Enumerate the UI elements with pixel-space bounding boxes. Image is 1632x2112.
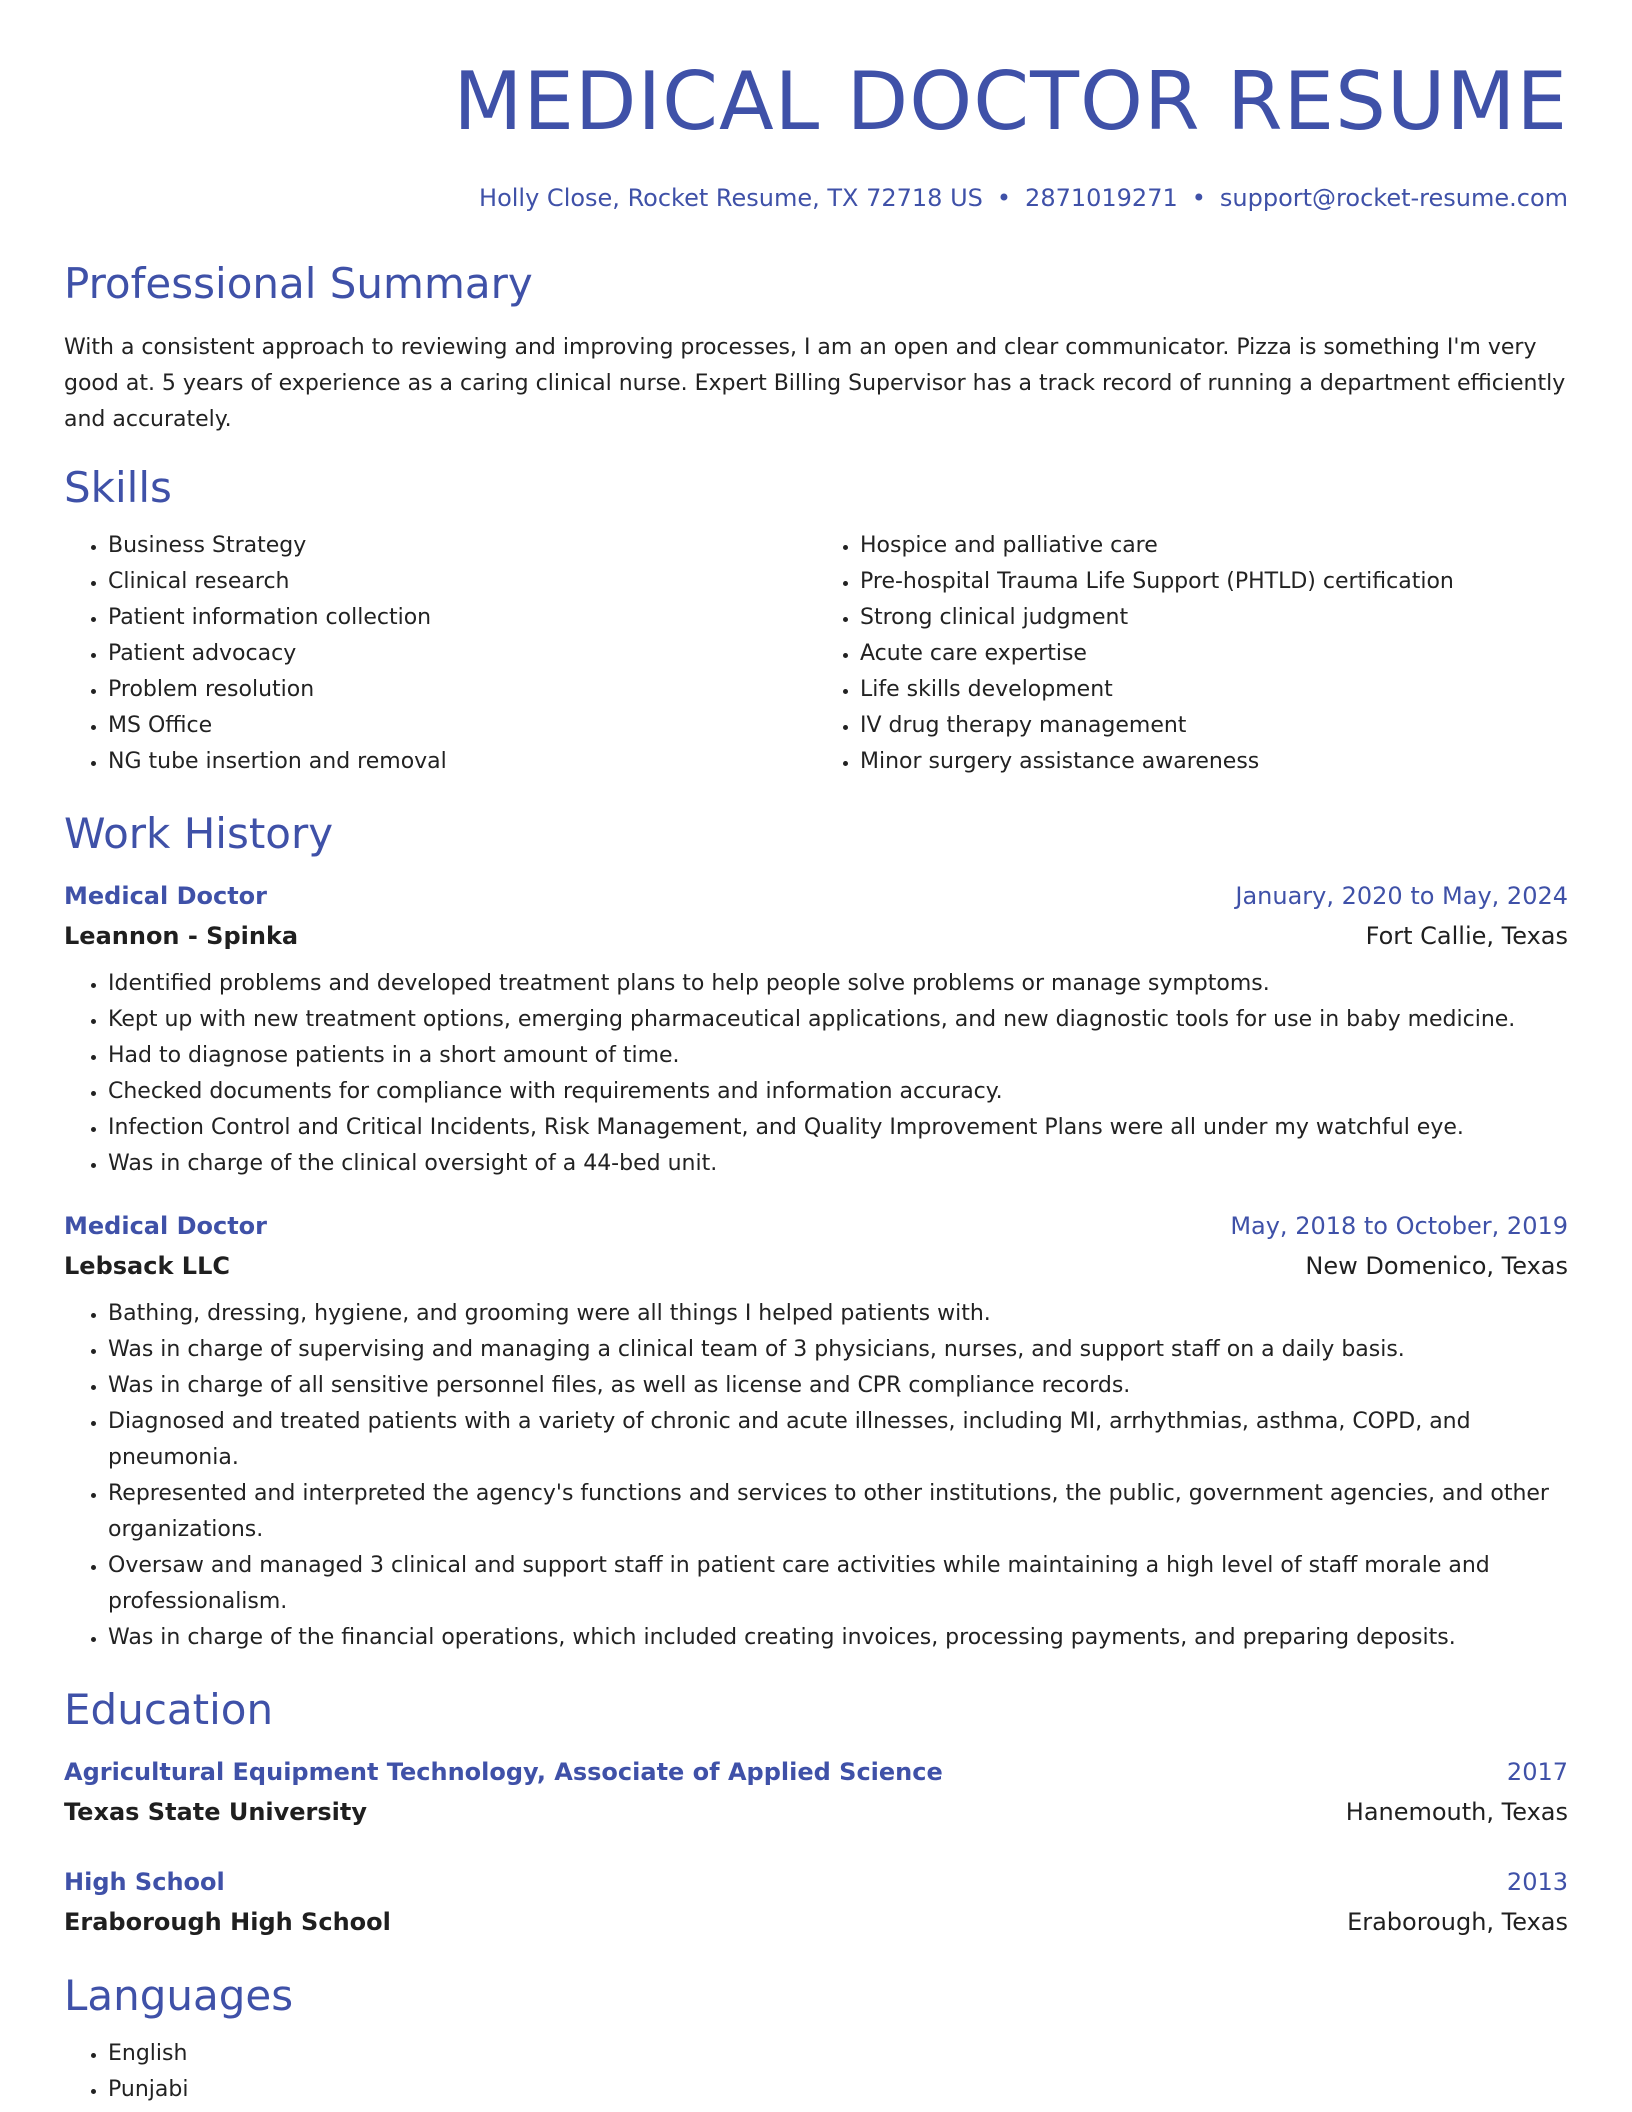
job-employer: Leannon - Spinka [64, 922, 299, 950]
skill-item: • IV drug therapy management [860, 708, 1568, 744]
skills-list [64, 528, 1568, 780]
duty-item: • Infection Control and Critical Incidents, Risk Management, and Quality Improvement Plans were all under my watchful eye. [108, 1110, 1568, 1146]
duty-item: • Checked documents for compliance with requirements and information accuracy. [108, 1074, 1568, 1110]
duty-item: • Kept up with new treatment options, emerging pharmaceutical applications, and new diagnostic tools for use in baby medicine. [108, 1002, 1568, 1038]
education-school: Texas State University [64, 1798, 368, 1826]
education-header [64, 1752, 1568, 1792]
job-duties [64, 1296, 1568, 1656]
languages-heading: Languages [64, 1971, 294, 2020]
job-employer: Lebsack LLC [64, 1252, 230, 1280]
job-header [64, 876, 1568, 916]
contact-separator: • [1191, 184, 1206, 212]
job-dates: January, 2020 to May, 2024 [1235, 882, 1568, 910]
education-entry [64, 1752, 1568, 1832]
skill-item: • Hospice and palliative care [860, 528, 1568, 564]
skill-item: • Patient information collection [108, 600, 816, 636]
skills-heading: Skills [64, 463, 172, 512]
skill-item: • Patient advocacy [108, 636, 816, 672]
skill-item: • Business Strategy [108, 528, 816, 564]
skill-item: • Acute care expertise [860, 636, 1568, 672]
work-history-heading: Work History [64, 809, 334, 858]
skill-item: • Minor surgery assistance awareness [860, 744, 1568, 780]
contact-phone: 2871019271 [1025, 184, 1178, 212]
job-dates: May, 2018 to October, 2019 [1230, 1212, 1568, 1240]
skills-column-left [64, 528, 816, 780]
skill-item: • Problem resolution [108, 672, 816, 708]
duty-item: • Was in charge of supervising and managing a clinical team of 3 physicians, nurses, and support staff on a daily basis. [108, 1332, 1568, 1368]
education-subheader [64, 1792, 1568, 1832]
skill-item: • NG tube insertion and removal [108, 744, 816, 780]
contact-address: Holly Close, Rocket Resume, TX 72718 US [479, 184, 983, 212]
summary-text: With a consistent approach to reviewing and improving processes, I am an open and clear communicator. Pizza is something I'm very good at. 5 years of experience as a caring clinical nurse. Expert Billing Supervisor has a track record of running a department efficiently and accurately. [64, 335, 1566, 432]
job-subheader [64, 1246, 1568, 1286]
job-duties [64, 966, 1568, 1182]
contact-email[interactable]: support@rocket-resume.com [1219, 184, 1568, 212]
skill-item: • Strong clinical judgment [860, 600, 1568, 636]
job-location: New Domenico, Texas [1305, 1252, 1568, 1280]
education-degree: Agricultural Equipment Technology, Associate of Applied Science [64, 1758, 943, 1786]
education-location: Hanemouth, Texas [1345, 1798, 1568, 1826]
skill-item: • MS Office [108, 708, 816, 744]
languages-list [64, 2036, 1568, 2108]
duty-item: • Oversaw and managed 3 clinical and support staff in patient care activities while maintaining a high level of staff morale and professionalism. [108, 1548, 1568, 1620]
duty-item: • Was in charge of all sensitive personnel files, as well as license and CPR compliance records. [108, 1368, 1568, 1404]
duty-item: • Identified problems and developed treatment plans to help people solve problems or manage symptoms. [108, 966, 1568, 1002]
education-school: Eraborough High School [64, 1908, 391, 1936]
duty-item: • Had to diagnose patients in a short amount of time. [108, 1038, 1568, 1074]
job-title: Medical Doctor [64, 882, 268, 910]
language-item: • Punjabi [108, 2072, 1568, 2108]
language-item: • English [108, 2036, 1568, 2072]
job-location: Fort Callie, Texas [1365, 922, 1568, 950]
education-subheader [64, 1902, 1568, 1942]
contact-line [64, 182, 1568, 214]
job-title: Medical Doctor [64, 1212, 268, 1240]
skills-column-right [816, 528, 1568, 780]
education-entry [64, 1862, 1568, 1942]
contact-separator: • [996, 184, 1012, 212]
education-header [64, 1862, 1568, 1902]
job-subheader [64, 916, 1568, 956]
skill-item: • Clinical research [108, 564, 816, 600]
job-header [64, 1206, 1568, 1246]
resume-title: MEDICAL DOCTOR RESUME [453, 55, 1568, 148]
job-entry [64, 1206, 1568, 1656]
skill-item: • Pre-hospital Trauma Life Support (PHTLD) certification [860, 564, 1568, 600]
skill-item: • Life skills development [860, 672, 1568, 708]
education-degree: High School [64, 1868, 225, 1896]
duty-item: • Diagnosed and treated patients with a variety of chronic and acute illnesses, including MI, arrhythmias, asthma, COPD, and pneumonia. [108, 1404, 1568, 1476]
education-year: 2017 [1506, 1758, 1568, 1786]
duty-item: • Bathing, dressing, hygiene, and grooming were all things I helped patients with. [108, 1296, 1568, 1332]
summary-heading: Professional Summary [64, 259, 533, 308]
education-location: Eraborough, Texas [1347, 1908, 1568, 1936]
education-year: 2013 [1506, 1868, 1568, 1896]
duty-item: • Represented and interpreted the agency's functions and services to other institutions, the public, government agencies, and other organizations. [108, 1476, 1568, 1548]
education-heading: Education [64, 1685, 274, 1734]
duty-item: • Was in charge of the financial operations, which included creating invoices, processing payments, and preparing deposits. [108, 1620, 1568, 1656]
job-entry [64, 876, 1568, 1182]
duty-item: • Was in charge of the clinical oversight of a 44-bed unit. [108, 1146, 1568, 1182]
